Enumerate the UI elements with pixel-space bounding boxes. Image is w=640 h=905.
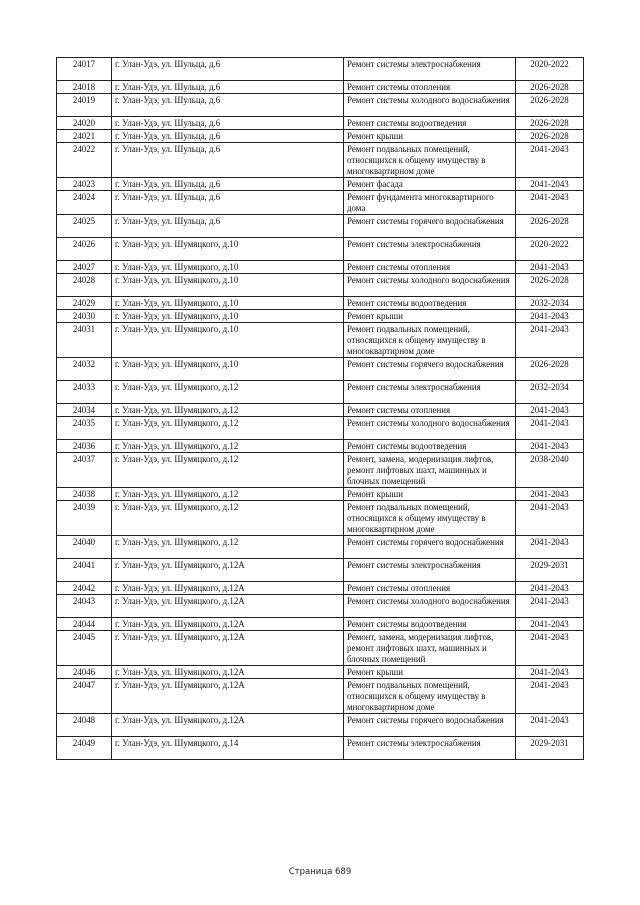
row-work-type: Ремонт крыши: [344, 488, 516, 501]
table-row: [57, 178, 584, 191]
row-number: 24032: [57, 358, 112, 381]
row-number: 24048: [57, 714, 112, 737]
table-row: [57, 488, 584, 501]
row-work-type: Ремонт системы водоотведения: [344, 297, 516, 310]
row-work-type: Ремонт крыши: [344, 666, 516, 679]
row-number: 24017: [57, 58, 112, 81]
row-address: г. Улан-Удэ, ул. Шумяцкого, д.10: [112, 323, 344, 358]
row-number: 24033: [57, 381, 112, 404]
row-work-type: Ремонт системы электроснабжения: [344, 58, 516, 81]
row-work-type: Ремонт системы водоотведения: [344, 440, 516, 453]
row-period: 2020-2022: [516, 238, 584, 261]
row-address: г. Улан-Удэ, ул. Шумяцкого, д.10: [112, 238, 344, 261]
row-period: 2026-2028: [516, 358, 584, 381]
row-work-type: Ремонт, замена, модернизация лифтов, ремонт лифтовых шахт, машинных и блочных помещений: [344, 453, 516, 488]
row-address: г. Улан-Удэ, ул. Шумяцкого, д.12А: [112, 559, 344, 582]
table-row: [57, 559, 584, 582]
table-row: [57, 501, 584, 536]
row-address: г. Улан-Удэ, ул. Шумяцкого, д.12А: [112, 666, 344, 679]
row-work-type: Ремонт системы электроснабжения: [344, 737, 516, 760]
row-number: 24034: [57, 404, 112, 417]
row-work-type: Ремонт системы отопления: [344, 404, 516, 417]
row-address: г. Улан-Удэ, ул. Шумяцкого, д.10: [112, 310, 344, 323]
table-row: [57, 631, 584, 666]
table-row: [57, 297, 584, 310]
row-address: г. Улан-Удэ, ул. Шульца, д.6: [112, 130, 344, 143]
row-address: г. Улан-Удэ, ул. Шумяцкого, д.12: [112, 381, 344, 404]
row-number: 24025: [57, 215, 112, 238]
row-period: 2032-2034: [516, 381, 584, 404]
row-number: 24020: [57, 117, 112, 130]
row-address: г. Улан-Удэ, ул. Шумяцкого, д.12: [112, 536, 344, 559]
row-period: 2041-2043: [516, 618, 584, 631]
table-row: [57, 117, 584, 130]
row-period: 2041-2043: [516, 536, 584, 559]
row-number: 24024: [57, 191, 112, 215]
row-address: г. Улан-Удэ, ул. Шумяцкого, д.10: [112, 261, 344, 274]
table-row: [57, 274, 584, 297]
row-number: 24031: [57, 323, 112, 358]
repair-schedule-table: [56, 57, 584, 760]
row-address: г. Улан-Удэ, ул. Шумяцкого, д.12А: [112, 714, 344, 737]
table-row: [57, 94, 584, 117]
row-work-type: Ремонт фундамента многоквартирного дома: [344, 191, 516, 215]
row-period: 2038-2040: [516, 453, 584, 488]
table-row: [57, 679, 584, 714]
row-period: 2041-2043: [516, 178, 584, 191]
row-number: 24049: [57, 737, 112, 760]
row-work-type: Ремонт системы холодного водоснабжения: [344, 417, 516, 440]
row-period: 2041-2043: [516, 191, 584, 215]
row-address: г. Улан-Удэ, ул. Шульца, д.6: [112, 58, 344, 81]
row-period: 2026-2028: [516, 117, 584, 130]
row-number: 24041: [57, 559, 112, 582]
row-period: 2041-2043: [516, 714, 584, 737]
row-period: 2041-2043: [516, 595, 584, 618]
row-number: 24030: [57, 310, 112, 323]
row-period: 2020-2022: [516, 58, 584, 81]
row-number: 24018: [57, 81, 112, 94]
table-row: [57, 58, 584, 81]
row-number: 24026: [57, 238, 112, 261]
row-work-type: Ремонт подвальных помещений, относящихся к общему имуществу в многоквартирном доме: [344, 143, 516, 178]
row-work-type: Ремонт системы электроснабжения: [344, 381, 516, 404]
table-row: [57, 238, 584, 261]
row-period: 2026-2028: [516, 94, 584, 117]
table-row: [57, 191, 584, 215]
row-number: 24028: [57, 274, 112, 297]
table-row: [57, 143, 584, 178]
row-number: 24040: [57, 536, 112, 559]
row-period: 2041-2043: [516, 440, 584, 453]
row-work-type: Ремонт системы холодного водоснабжения: [344, 595, 516, 618]
row-work-type: Ремонт подвальных помещений, относящихся к общему имуществу в многоквартирном доме: [344, 679, 516, 714]
row-number: 24019: [57, 94, 112, 117]
row-period: 2041-2043: [516, 501, 584, 536]
row-period: 2029-2031: [516, 559, 584, 582]
row-period: 2041-2043: [516, 143, 584, 178]
row-period: 2026-2028: [516, 274, 584, 297]
row-work-type: Ремонт системы водоотведения: [344, 117, 516, 130]
table-row: [57, 81, 584, 94]
table-row: [57, 358, 584, 381]
row-number: 24047: [57, 679, 112, 714]
row-period: 2029-2031: [516, 737, 584, 760]
row-number: 24045: [57, 631, 112, 666]
table-row: [57, 666, 584, 679]
row-period: 2041-2043: [516, 582, 584, 595]
row-number: 24037: [57, 453, 112, 488]
row-address: г. Улан-Удэ, ул. Шумяцкого, д.14: [112, 737, 344, 760]
row-work-type: Ремонт системы горячего водоснабжения: [344, 215, 516, 238]
row-period: 2041-2043: [516, 679, 584, 714]
table-body: [57, 58, 584, 760]
row-period: 2041-2043: [516, 323, 584, 358]
table-row: [57, 215, 584, 238]
row-period: 2041-2043: [516, 488, 584, 501]
row-period: 2026-2028: [516, 130, 584, 143]
row-address: г. Улан-Удэ, ул. Шульца, д.6: [112, 94, 344, 117]
table-row: [57, 310, 584, 323]
table-row: [57, 440, 584, 453]
row-address: г. Улан-Удэ, ул. Шумяцкого, д.10: [112, 358, 344, 381]
row-address: г. Улан-Удэ, ул. Шумяцкого, д.12А: [112, 679, 344, 714]
row-work-type: Ремонт фасада: [344, 178, 516, 191]
table-row: [57, 404, 584, 417]
row-address: г. Улан-Удэ, ул. Шульца, д.6: [112, 215, 344, 238]
row-period: 2041-2043: [516, 261, 584, 274]
row-number: 24029: [57, 297, 112, 310]
row-address: г. Улан-Удэ, ул. Шумяцкого, д.10: [112, 297, 344, 310]
row-period: 2026-2028: [516, 81, 584, 94]
row-number: 24044: [57, 618, 112, 631]
row-work-type: Ремонт системы электроснабжения: [344, 238, 516, 261]
row-address: г. Улан-Удэ, ул. Шумяцкого, д.12А: [112, 582, 344, 595]
row-work-type: Ремонт системы горячего водоснабжения: [344, 358, 516, 381]
row-address: г. Улан-Удэ, ул. Шульца, д.6: [112, 81, 344, 94]
table-row: [57, 130, 584, 143]
table-row: [57, 261, 584, 274]
row-number: 24043: [57, 595, 112, 618]
row-work-type: Ремонт системы горячего водоснабжения: [344, 536, 516, 559]
row-period: 2041-2043: [516, 631, 584, 666]
table-row: [57, 714, 584, 737]
row-work-type: Ремонт системы горячего водоснабжения: [344, 714, 516, 737]
row-work-type: Ремонт системы холодного водоснабжения: [344, 274, 516, 297]
row-address: г. Улан-Удэ, ул. Шумяцкого, д.12: [112, 488, 344, 501]
row-number: 24039: [57, 501, 112, 536]
row-address: г. Улан-Удэ, ул. Шумяцкого, д.12А: [112, 618, 344, 631]
row-period: 2032-2034: [516, 297, 584, 310]
row-number: 24035: [57, 417, 112, 440]
row-address: г. Улан-Удэ, ул. Шумяцкого, д.12: [112, 453, 344, 488]
row-period: 2026-2028: [516, 215, 584, 238]
row-work-type: Ремонт подвальных помещений, относящихся к общему имуществу в многоквартирном доме: [344, 501, 516, 536]
table-row: [57, 453, 584, 488]
table-row: [57, 323, 584, 358]
row-number: 24023: [57, 178, 112, 191]
page-number: Страница 689: [288, 867, 352, 877]
row-number: 24022: [57, 143, 112, 178]
row-work-type: Ремонт подвальных помещений, относящихся к общему имуществу в многоквартирном доме: [344, 323, 516, 358]
row-address: г. Улан-Удэ, ул. Шульца, д.6: [112, 117, 344, 130]
row-address: г. Улан-Удэ, ул. Шумяцкого, д.12: [112, 404, 344, 417]
row-number: 24038: [57, 488, 112, 501]
table-row: [57, 618, 584, 631]
row-period: 2041-2043: [516, 417, 584, 440]
row-number: 24027: [57, 261, 112, 274]
row-work-type: Ремонт крыши: [344, 310, 516, 323]
table-row: [57, 536, 584, 559]
row-number: 24021: [57, 130, 112, 143]
row-work-type: Ремонт крыши: [344, 130, 516, 143]
row-period: 2041-2043: [516, 666, 584, 679]
table-row: [57, 737, 584, 760]
row-work-type: Ремонт системы холодного водоснабжения: [344, 94, 516, 117]
row-work-type: Ремонт системы отопления: [344, 81, 516, 94]
row-period: 2041-2043: [516, 310, 584, 323]
row-work-type: Ремонт системы водоотведения: [344, 618, 516, 631]
table-row: [57, 595, 584, 618]
table-row: [57, 417, 584, 440]
table-row: [57, 381, 584, 404]
row-address: г. Улан-Удэ, ул. Шумяцкого, д.12: [112, 417, 344, 440]
table-row: [57, 582, 584, 595]
row-number: 24042: [57, 582, 112, 595]
row-address: г. Улан-Удэ, ул. Шумяцкого, д.10: [112, 274, 344, 297]
row-work-type: Ремонт системы отопления: [344, 582, 516, 595]
row-work-type: Ремонт системы отопления: [344, 261, 516, 274]
row-address: г. Улан-Удэ, ул. Шумяцкого, д.12: [112, 501, 344, 536]
row-period: 2041-2043: [516, 404, 584, 417]
row-work-type: Ремонт, замена, модернизация лифтов, ремонт лифтовых шахт, машинных и блочных помещений: [344, 631, 516, 666]
row-address: г. Улан-Удэ, ул. Шумяцкого, д.12А: [112, 631, 344, 666]
row-work-type: Ремонт системы электроснабжения: [344, 559, 516, 582]
row-address: г. Улан-Удэ, ул. Шульца, д.6: [112, 143, 344, 178]
row-number: 24036: [57, 440, 112, 453]
row-address: г. Улан-Удэ, ул. Шульца, д.6: [112, 191, 344, 215]
row-number: 24046: [57, 666, 112, 679]
row-address: г. Улан-Удэ, ул. Шульца, д.6: [112, 178, 344, 191]
row-address: г. Улан-Удэ, ул. Шумяцкого, д.12: [112, 440, 344, 453]
row-address: г. Улан-Удэ, ул. Шумяцкого, д.12А: [112, 595, 344, 618]
